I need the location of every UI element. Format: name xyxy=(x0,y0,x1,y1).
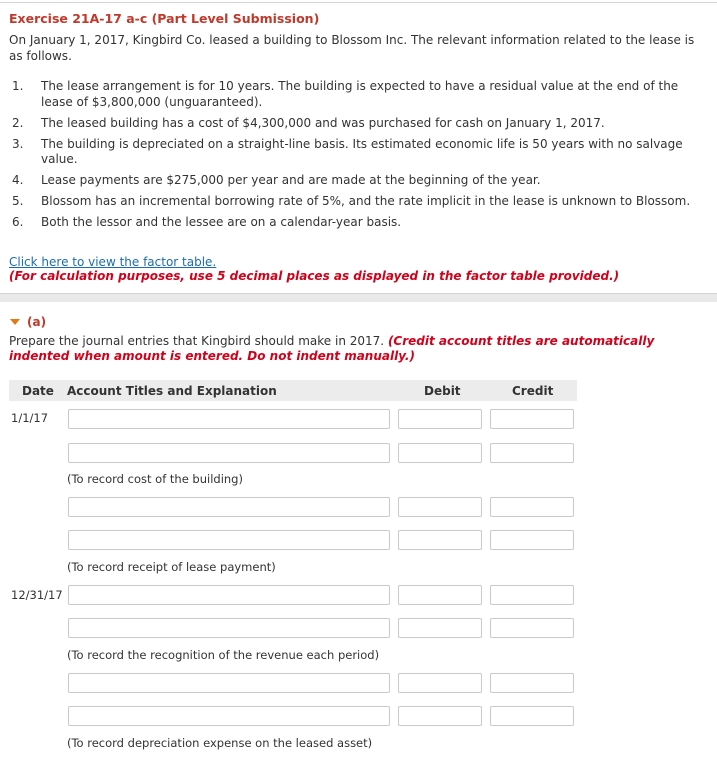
calculation-note: (For calculation purposes, use 5 decimal places as displayed in the factor table provided.) xyxy=(9,269,620,283)
list-item-number: 5. xyxy=(12,194,24,208)
entry-date: 1/1/17 xyxy=(11,411,49,425)
part-a-label: (a) xyxy=(27,315,47,329)
debit-input[interactable] xyxy=(398,443,482,463)
debit-input[interactable] xyxy=(398,618,482,638)
account-title-input[interactable] xyxy=(68,530,390,550)
account-title-input[interactable] xyxy=(68,585,390,605)
credit-input[interactable] xyxy=(490,585,574,605)
credit-column-header: Credit xyxy=(512,384,554,398)
debit-input[interactable] xyxy=(398,706,482,726)
credit-input[interactable] xyxy=(490,409,574,429)
list-item xyxy=(9,194,709,210)
debit-input[interactable] xyxy=(398,409,482,429)
debit-input[interactable] xyxy=(398,673,482,693)
entry-explanation: (To record receipt of lease payment) xyxy=(67,560,276,574)
list-item-text: The leased building has a cost of $4,300,000 and was purchased for cash on January 1, 2017. xyxy=(41,115,605,130)
list-item-text: The building is depreciated on a straight-line basis. Its estimated economic life is 50 years with no salvage value. xyxy=(41,136,683,166)
list-item-text: Blossom has an incremental borrowing rate of 5%, and the rate implicit in the lease is unknown to Blossom. xyxy=(41,194,691,208)
credit-input[interactable] xyxy=(490,497,574,517)
credit-input[interactable] xyxy=(490,530,574,550)
factor-table-link[interactable]: Click here to view the factor table. xyxy=(9,255,217,269)
list-item-number: 6. xyxy=(12,215,24,229)
list-item-text: Lease payments are $275,000 per year and are made at the beginning of the year. xyxy=(41,173,541,187)
account-title-input[interactable] xyxy=(68,497,390,517)
caret-down-icon xyxy=(10,319,20,325)
account-title-input[interactable] xyxy=(68,706,390,726)
part-a-instructions xyxy=(9,334,699,364)
entry-date: 12/31/17 xyxy=(11,588,63,602)
list-item xyxy=(9,173,709,189)
list-item-number: 1. xyxy=(12,79,24,93)
entry-explanation: (To record cost of the building) xyxy=(67,472,243,486)
entry-explanation: (To record depreciation expense on the leased asset) xyxy=(67,736,373,750)
debit-input[interactable] xyxy=(398,497,482,517)
debit-input[interactable] xyxy=(398,585,482,605)
date-column-header: Date xyxy=(22,384,54,398)
account-title-input[interactable] xyxy=(68,409,390,429)
account-column-header: Account Titles and Explanation xyxy=(67,384,277,398)
section-divider xyxy=(0,293,717,302)
journal-table-header xyxy=(9,380,577,401)
credit-input[interactable] xyxy=(490,706,574,726)
exercise-title: Exercise 21A-17 a-c (Part Level Submission) xyxy=(9,11,320,26)
list-item xyxy=(9,116,709,132)
top-divider xyxy=(0,2,717,3)
list-item-number: 4. xyxy=(12,173,24,187)
list-item-number: 3. xyxy=(12,136,24,151)
account-title-input[interactable] xyxy=(68,618,390,638)
list-item xyxy=(9,215,709,231)
instruction-text: Prepare the journal entries that Kingbird should make in 2017. xyxy=(9,334,385,348)
list-item xyxy=(9,137,709,168)
list-item xyxy=(9,79,709,110)
account-title-input[interactable] xyxy=(68,673,390,693)
credit-input[interactable] xyxy=(490,673,574,693)
exercise-intro: On January 1, 2017, Kingbird Co. leased a building to Blossom Inc. The relevant information related to the lease is as follows. xyxy=(9,33,695,63)
entry-explanation: (To record the recognition of the revenue each period) xyxy=(67,648,380,662)
instruction-note: (Credit account titles are automatically indented when amount is entered. Do not indent manually.) xyxy=(9,334,655,363)
debit-input[interactable] xyxy=(398,530,482,550)
list-item-text: The lease arrangement is for 10 years. The building is expected to have a residual value at the end of the lease of $3,800,000 (unguaranteed). xyxy=(41,79,679,109)
credit-input[interactable] xyxy=(490,618,574,638)
part-a-toggle[interactable] xyxy=(9,315,46,329)
credit-input[interactable] xyxy=(490,443,574,463)
list-item-number: 2. xyxy=(12,115,24,130)
debit-column-header: Debit xyxy=(424,384,461,398)
list-item-text: Both the lessor and the lessee are on a calendar-year basis. xyxy=(41,215,402,229)
fact-list xyxy=(9,79,709,236)
account-title-input[interactable] xyxy=(68,443,390,463)
